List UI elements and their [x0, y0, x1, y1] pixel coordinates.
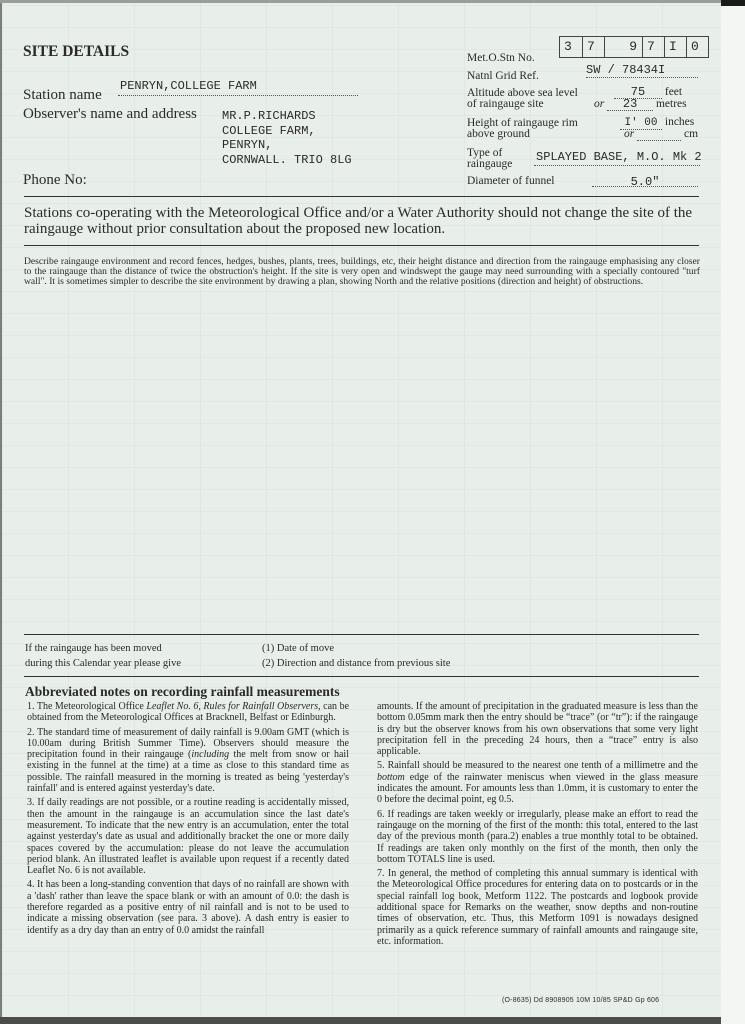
rim-label-2: above ground: [467, 128, 530, 140]
scan-edge-right: [721, 0, 745, 6]
altitude-metres-row: [594, 98, 700, 111]
moved-line-1: If the raingauge has been moved: [25, 643, 162, 654]
notes-heading: Abbreviated notes on recording rainfall measurements: [25, 684, 340, 699]
note-2: 2. The standard time of measurement of daily rainfall is 9.00am GMT (which is 10.00am during British Summer Time). Observers should measure the precipitation found in their raingauge (including the melt from snow or hail existing in the funnel at the time) at a time as close to this standard time as possible. The rainfall measured in the morning is treated as being 'yesterday's rainfall' and is entered against yesterday's date.: [27, 726, 349, 795]
phone-label: Phone No:: [23, 172, 87, 188]
funnel-label: Diameter of funnel: [467, 175, 555, 187]
note-3: 3. If daily readings are not possible, or a routine reading is accidentally missed, then the amount in the raingauge is an accumulation since the last date's measurement. To indicate that the new entry is an accumulation, enter the total against yesterday's date as usual and additionally bracket the one or more daily spaces covered by the accumulation: please do not leave the accumulation period blank. An illustrated leaflet is available upon request if a recently dated Leaflet No. 6 is not available.: [27, 797, 349, 877]
note-4-part-2: amounts. If the amount of precipitation in the graduated measure is less than the bottom 0.05mm mark then the entry should be “trace” (or “tr”): if the raingauge is dry but the observer knows from his own observations that some very light precipitation fell in the preceding 24 hours, then a “trace” entry is also applicable.: [377, 701, 698, 758]
divider-line: [24, 245, 699, 246]
relocation-notice: Stations co-operating with the Meteorological Office and/or a Water Authority should not change the site of the raingauge without prior consultation about the proposed new location.: [24, 205, 693, 237]
met-stn-digit: I: [664, 37, 686, 57]
type-label-1: Type of: [467, 147, 503, 159]
altitude-or: or: [594, 98, 605, 110]
moved-direction-distance: (2) Direction and distance from previous site: [262, 658, 451, 669]
altitude-metres-unit: metres: [655, 98, 687, 110]
observer-label: Observer's name and address: [23, 106, 197, 122]
rim-label-1: Height of raingauge rim: [467, 117, 578, 129]
rim-or: or: [624, 128, 635, 140]
funnel-field: [592, 172, 698, 187]
form-print-code: (O-8635) Dd 8908905 10M 10/85 SP&D Gp 606: [502, 997, 660, 1004]
observer-line: CORNWALL. TRIO 8LG: [222, 152, 352, 167]
note-7: 7. In general, the method of completing this annual summary is identical with the Meteorological Office procedures for entering data on to postcards or in the special rainfall log book, Metform 1122. The postcards and logbook provide additional space for Remarks on the weather, snow depths and non-routine times of observation, etc. Thus, this Metform 1091 is nowadays designed primarily as a quick reference summary of rainfall amounts and raingauge site, etc. information.: [377, 868, 698, 947]
notes-column-right: [377, 701, 698, 950]
note-1: 1. The Meteorological Office Leaflet No. 6, Rules for Rainfall Observers, can be obtained from the Meteorological Offices at Bracknell, Belfast or Edinburgh.: [27, 701, 350, 724]
met-stn-number-boxes: [559, 36, 709, 58]
site-details-heading: SITE DETAILS: [23, 43, 130, 60]
observer-line: COLLEGE FARM,: [222, 123, 316, 138]
met-stn-digit: 7: [582, 37, 604, 57]
rim-inches-value: I' 00: [624, 117, 658, 129]
grid-ref-field: [586, 63, 698, 78]
observer-line: PENRYN,: [222, 138, 273, 152]
site-description-area[interactable]: [24, 305, 700, 633]
environment-instructions: Describe raingauge environment and record fences, hedges, bushes, plants, trees, buildings, etc, their height distance and direction from the raingauge emphasising any closer to the raingauge than the distance of twice the obstruction's height. If the site is very open and windswept the gauge may need surrounding with a specially contoured "turf wall". It is sometimes simpler to describe the site environment by drawing a plan, showing North and the relative positions (direction and height) of obstructions.: [24, 256, 700, 287]
altitude-label-2: of raingauge site: [467, 98, 544, 110]
rim-cm-unit: cm: [683, 128, 699, 140]
scan-edge-bottom: [0, 1017, 721, 1024]
type-label-2: raingauge: [467, 158, 513, 170]
grid-ref-label: Natnl Grid Ref.: [467, 70, 539, 82]
moved-date-of-move: (1) Date of move: [262, 643, 335, 654]
funnel-value: 5.0": [630, 175, 660, 189]
met-stn-digit: 0: [686, 37, 708, 57]
divider-line: [24, 634, 699, 635]
note-4-part-1: 4. It has been a long-standing convention that days of no rainfall are shown with a 'dash' rather than leave the space blank or with an amount of 0.0: the dash is therefore regarded as a positive entry of nil rainfall and is not to be used to indicate a missing observation (see para. 3 above). A dash entry is easier to identify as a dry day than an entry of 0.0 amidst the rainfall: [27, 879, 349, 936]
rim-cm-row: [624, 128, 700, 141]
grid-ref-value: SW / 78434I: [586, 63, 666, 77]
station-name-label: Station name: [23, 87, 102, 103]
met-stn-label: Met.O.Stn No.: [467, 52, 535, 64]
note-5: 5. Rainfall should be measured to the nearest one tenth of a millimetre and the bottom edge of the rainwater meniscus when viewed in the glass measure indicates the amount. For amounts less than 1.0mm, it is customary to enter the 0 before the decimal point, eg 0.5.: [377, 760, 698, 806]
scan-edge-top: [0, 0, 721, 3]
station-name-value: PENRYN,COLLEGE FARM: [120, 79, 257, 93]
divider-line: [24, 196, 699, 197]
station-name-field: [118, 79, 358, 96]
moved-line-2: during this Calendar year please give: [25, 658, 181, 669]
divider-line: [24, 676, 699, 677]
altitude-metres-value: 23: [622, 97, 638, 111]
observer-address: [222, 109, 352, 167]
observer-line: MR.P.RICHARDS: [222, 109, 316, 123]
note-6: 6. If readings are taken weekly or irregularly, please make an effort to read the raingauge on the morning of the first of the month: this total, entered to the last day of the previous month (para.2) enables a true monthly total to be obtained. If readings are taken only monthly on the first of the month, then only the bottom TOTALS line is used.: [377, 808, 698, 865]
altitude-feet-unit: feet: [664, 86, 683, 98]
notes-column-left: [27, 701, 349, 939]
type-value: SPLAYED BASE, M.O. Mk 2: [536, 150, 702, 164]
met-stn-digit: 9: [604, 37, 642, 57]
altitude-label-1: Altitude above sea level: [467, 87, 578, 99]
altitude-feet-value: 75: [630, 85, 646, 99]
met-stn-digit: 3: [564, 39, 572, 54]
rim-inches-unit: inches: [664, 116, 695, 128]
type-field: [534, 150, 700, 166]
met-stn-digit: 7: [642, 37, 664, 57]
